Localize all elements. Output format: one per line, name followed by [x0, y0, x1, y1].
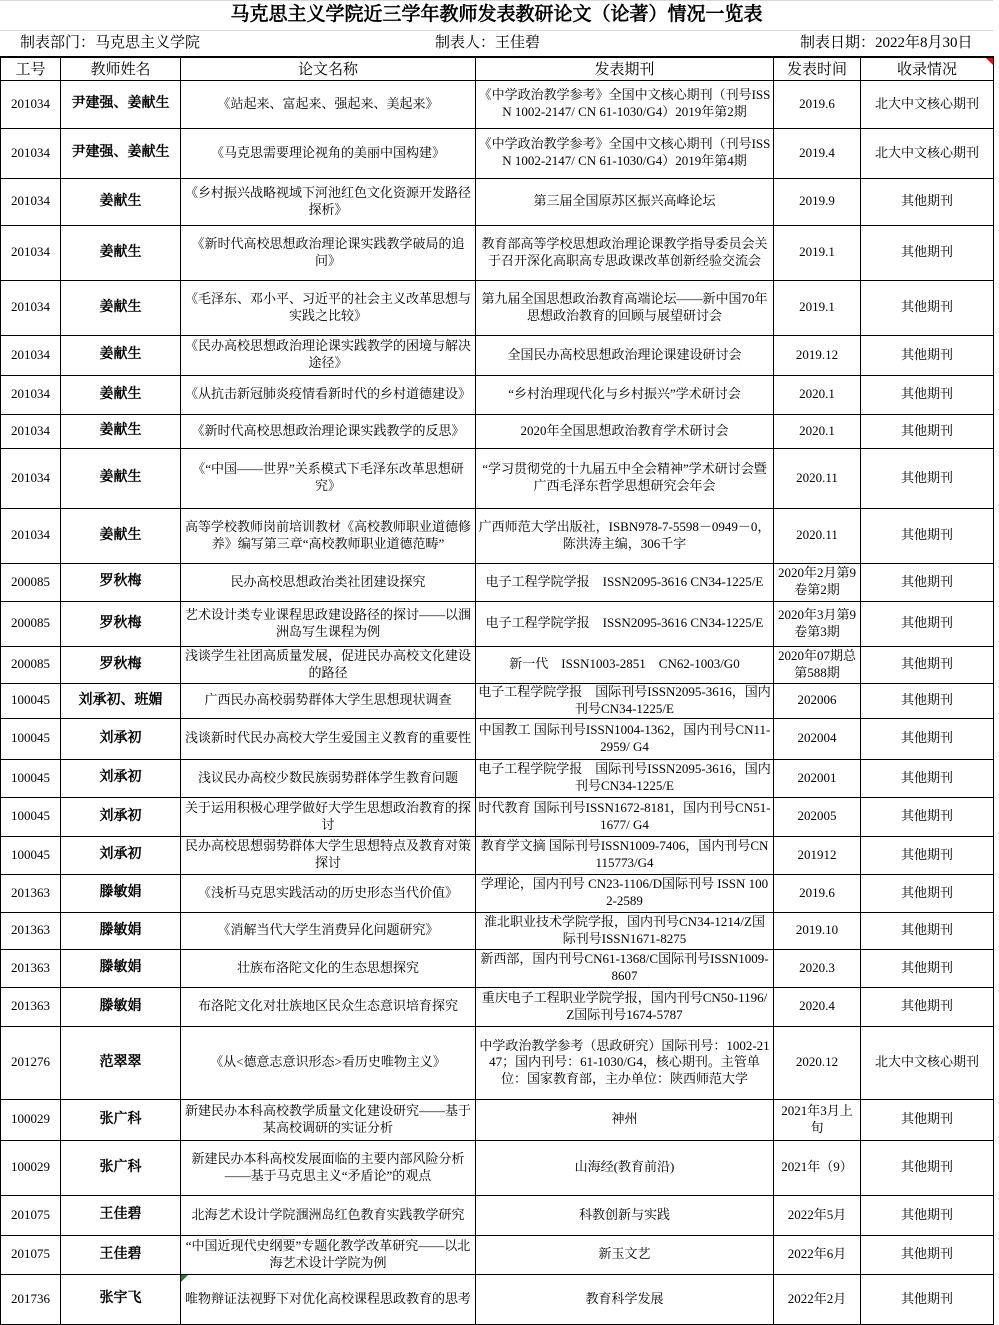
cell-journal: 淮北职业技术学院学报，国内刊号CN34-1214/Z国际刊号ISSN1671-8275 — [476, 912, 774, 949]
cell-journal: 新西部，国内刊号CN61-1368/C国际刊号ISSN1009-8607 — [476, 949, 774, 987]
page-title: 马克思主义学院近三学年教师发表教研论文（论著）情况一览表 — [0, 0, 993, 31]
cell-paper-title: 《民办高校思想政治理论课实践教学的困境与解决途径》 — [181, 335, 476, 375]
cell-index-status: 其他期刊 — [861, 912, 994, 949]
table-row — [1, 874, 994, 912]
header-index-status: 收录情况 — [861, 57, 994, 80]
cell-teacher-name: 罗秋梅 — [61, 563, 181, 601]
cell-paper-title: 浅谈新时代民办高校大学生爱国主义教育的重要性 — [181, 718, 476, 759]
cell-publish-date: 2019.12 — [774, 335, 861, 375]
cell-index-status: 北大中文核心期刊 — [861, 80, 994, 128]
cell-index-status: 其他期刊 — [861, 414, 994, 448]
table-row — [1, 759, 994, 797]
cell-employee-id: 201363 — [1, 987, 61, 1026]
cell-publish-date: 2020.4 — [774, 987, 861, 1026]
cell-paper-title: 高等学校教师岗前培训教材《高校教师职业道德修养》编写第三章“高校教师职业道德范畴” — [181, 508, 476, 563]
cell-publish-date: 2020.1 — [774, 375, 861, 414]
cell-journal: 全国民办高校思想政治理论课建设研讨会 — [476, 335, 774, 375]
cell-index-status: 其他期刊 — [861, 225, 994, 280]
cell-teacher-name: 范翠翠 — [61, 1026, 181, 1099]
table-row — [1, 797, 994, 836]
cell-employee-id: 201034 — [1, 448, 61, 508]
table-row — [1, 414, 994, 448]
cell-teacher-name: 滕敏娟 — [61, 949, 181, 987]
cell-teacher-name: 滕敏娟 — [61, 874, 181, 912]
cell-index-status: 其他期刊 — [861, 178, 994, 225]
cell-index-status: 其他期刊 — [861, 683, 994, 718]
cell-index-status: 其他期刊 — [861, 1195, 994, 1235]
cell-journal: 电子工程学院学报 国际刊号ISSN2095-3616，国内刊号CN34-1225/E — [476, 683, 774, 718]
cell-teacher-name: 张广科 — [61, 1099, 181, 1140]
table-row — [1, 1099, 994, 1140]
table-row — [1, 178, 994, 225]
cell-employee-id: 201034 — [1, 178, 61, 225]
cell-index-status: 其他期刊 — [861, 280, 994, 335]
cell-journal: “学习贯彻党的十九届五中全会精神”学术研讨会暨广西毛泽东哲学思想研究会年会 — [476, 448, 774, 508]
cell-index-status: 其他期刊 — [861, 949, 994, 987]
cell-publish-date: 2020.12 — [774, 1026, 861, 1099]
cell-index-status: 北大中文核心期刊 — [861, 128, 994, 178]
cell-index-status: 其他期刊 — [861, 335, 994, 375]
cell-teacher-name: 姜献生 — [61, 414, 181, 448]
cell-index-status: 其他期刊 — [861, 1099, 994, 1140]
cell-employee-id: 200085 — [1, 601, 61, 646]
cell-journal: 第三届全国原苏区振兴高峰论坛 — [476, 178, 774, 225]
table-row — [1, 563, 994, 601]
cell-index-status: 其他期刊 — [861, 797, 994, 836]
cell-paper-title: “中国近现代史纲要”专题化教学改革研究——以北海艺术设计学院为例 — [181, 1235, 476, 1274]
papers-table — [0, 56, 994, 1325]
cell-publish-date: 2019.4 — [774, 128, 861, 178]
cell-employee-id: 100029 — [1, 1140, 61, 1195]
cell-teacher-name: 尹建强、姜献生 — [61, 80, 181, 128]
cell-employee-id: 201034 — [1, 280, 61, 335]
cell-paper-title: 民办高校思想政治类社团建设探究 — [181, 563, 476, 601]
table-row — [1, 375, 994, 414]
cell-teacher-name: 滕敏娟 — [61, 912, 181, 949]
cell-employee-id: 100045 — [1, 683, 61, 718]
table-row — [1, 335, 994, 375]
cell-employee-id: 201034 — [1, 414, 61, 448]
cell-employee-id: 201363 — [1, 912, 61, 949]
cell-journal: 新玉文艺 — [476, 1235, 774, 1274]
cell-teacher-name: 姜献生 — [61, 508, 181, 563]
table-row — [1, 80, 994, 128]
table-row — [1, 1140, 994, 1195]
cell-publish-date: 202004 — [774, 718, 861, 759]
table-row — [1, 1235, 994, 1274]
cell-paper-title: 《站起来、富起来、强起来、美起来》 — [181, 80, 476, 128]
cell-employee-id: 100029 — [1, 1099, 61, 1140]
cell-journal: 中国教工 国际刊号ISSN1004-1362，国内刊号CN11-2959/ G4 — [476, 718, 774, 759]
meta-row — [0, 31, 993, 56]
cell-paper-title: 北海艺术设计学院涠洲岛红色教育实践教学研究 — [181, 1195, 476, 1235]
cell-index-status: 其他期刊 — [861, 1140, 994, 1195]
cell-index-status: 其他期刊 — [861, 836, 994, 874]
cell-journal: 教育部高等学校思想政治理论课教学指导委员会关于召开深化高职高专思政课改革创新经验交流会 — [476, 225, 774, 280]
table-row — [1, 448, 994, 508]
cell-teacher-name: 罗秋梅 — [61, 646, 181, 683]
meta-preparer: 制表人：王佳碧 — [435, 35, 541, 51]
cell-employee-id: 100045 — [1, 718, 61, 759]
cell-index-status: 其他期刊 — [861, 375, 994, 414]
cell-index-status: 其他期刊 — [861, 646, 994, 683]
cell-journal: 《中学政治教学参考》全国中文核心期刊（刊号ISSN 1002-2147/ CN 61-1030/G4）2019年第4期 — [476, 128, 774, 178]
cell-paper-title: 《毛泽东、邓小平、习近平的社会主义改革思想与实践之比较》 — [181, 280, 476, 335]
header-teacher-name: 教师姓名 — [61, 57, 181, 80]
cell-journal: 2020年全国思想政治教育学术研讨会 — [476, 414, 774, 448]
cell-paper-title: 《乡村振兴战略视域下河池红色文化资源开发路径探析》 — [181, 178, 476, 225]
cell-employee-id: 201034 — [1, 335, 61, 375]
cell-paper-title: 《从抗击新冠肺炎疫情看新时代的乡村道德建设》 — [181, 375, 476, 414]
cell-teacher-name: 刘承初 — [61, 836, 181, 874]
table-row — [1, 1195, 994, 1235]
cell-employee-id: 201075 — [1, 1235, 61, 1274]
cell-publish-date: 2019.10 — [774, 912, 861, 949]
cell-teacher-name: 王佳碧 — [61, 1195, 181, 1235]
cell-index-status: 其他期刊 — [861, 987, 994, 1026]
meta-department: 制表部门：马克思主义学院 — [20, 35, 201, 51]
cell-publish-date: 2020.1 — [774, 414, 861, 448]
cell-index-status: 其他期刊 — [861, 718, 994, 759]
cell-paper-title: 新建民办本科高校发展面临的主要内部风险分析——基于马克思主义“矛盾论”的观点 — [181, 1140, 476, 1195]
cell-publish-date: 2020年07期总第588期 — [774, 646, 861, 683]
cell-paper-title: 《马克思需要理论视角的美丽中国构建》 — [181, 128, 476, 178]
table-row — [1, 646, 994, 683]
cell-journal: 第九届全国思想政治教育高端论坛——新中国70年思想政治教育的回顾与展望研讨会 — [476, 280, 774, 335]
cell-index-status: 其他期刊 — [861, 1274, 994, 1324]
cell-publish-date: 2020年2月第9卷第2期 — [774, 563, 861, 601]
cell-publish-date: 2020.11 — [774, 508, 861, 563]
cell-employee-id: 200085 — [1, 563, 61, 601]
cell-teacher-name: 王佳碧 — [61, 1235, 181, 1274]
cell-paper-title: 《“中国——世界”关系模式下毛泽东改革思想研究》 — [181, 448, 476, 508]
cell-employee-id: 100045 — [1, 797, 61, 836]
cell-paper-title: 唯物辩证法视野下对优化高校课程思政教育的思考 — [181, 1274, 476, 1324]
table-row — [1, 949, 994, 987]
cell-journal: 时代教育 国际刊号ISSN1672-8181，国内刊号CN51-1677/ G4 — [476, 797, 774, 836]
table-row — [1, 225, 994, 280]
cell-teacher-name: 姜献生 — [61, 178, 181, 225]
cell-publish-date: 2019.9 — [774, 178, 861, 225]
cell-paper-title: 新建民办本科高校教学质量文化建设研究——基于某高校调研的实证分析 — [181, 1099, 476, 1140]
cell-employee-id: 201034 — [1, 508, 61, 563]
cell-employee-id: 200085 — [1, 646, 61, 683]
cell-index-status: 其他期刊 — [861, 759, 994, 797]
table-row — [1, 280, 994, 335]
cell-publish-date: 2020.11 — [774, 448, 861, 508]
cell-paper-title: 壮族布洛陀文化的生态思想探究 — [181, 949, 476, 987]
table-row — [1, 508, 994, 563]
cell-publish-date: 2019.6 — [774, 874, 861, 912]
table-row — [1, 683, 994, 718]
cell-paper-title: 广西民办高校弱势群体大学生思想现状调查 — [181, 683, 476, 718]
cell-teacher-name: 刘承初 — [61, 718, 181, 759]
cell-index-status: 其他期刊 — [861, 874, 994, 912]
cell-index-status: 其他期刊 — [861, 508, 994, 563]
cell-journal: 新一代 ISSN1003-2851 CN62-1003/G0 — [476, 646, 774, 683]
cell-teacher-name: 姜献生 — [61, 280, 181, 335]
cell-publish-date: 202005 — [774, 797, 861, 836]
cell-journal: 电子工程学院学报 ISSN2095-3616 CN34-1225/E — [476, 563, 774, 601]
cell-journal: 山海经(教育前沿) — [476, 1140, 774, 1195]
cell-paper-title: 浅议民办高校少数民族弱势群体学生教育问题 — [181, 759, 476, 797]
cell-teacher-name: 姜献生 — [61, 225, 181, 280]
header-journal: 发表期刊 — [476, 57, 774, 80]
cell-teacher-name: 刘承初、班媚 — [61, 683, 181, 718]
cell-journal: 神州 — [476, 1099, 774, 1140]
cell-index-status: 北大中文核心期刊 — [861, 1026, 994, 1099]
cell-publish-date: 2021年（9） — [774, 1140, 861, 1195]
cell-publish-date: 201912 — [774, 836, 861, 874]
cell-teacher-name: 姜献生 — [61, 448, 181, 508]
cell-journal: 教育学文摘 国际刊号ISSN1009-7406，国内刊号CN115773/G4 — [476, 836, 774, 874]
header-publish-date: 发表时间 — [774, 57, 861, 80]
meta-date: 制表日期：2022年8月30日 — [800, 35, 973, 51]
cell-journal: 电子工程学院学报 ISSN2095-3616 CN34-1225/E — [476, 601, 774, 646]
table-row — [1, 912, 994, 949]
cell-index-status: 其他期刊 — [861, 448, 994, 508]
cell-teacher-name: 张宇飞 — [61, 1274, 181, 1324]
cell-paper-title: 《浅析马克思实践活动的历史形态当代价值》 — [181, 874, 476, 912]
cell-teacher-name: 刘承初 — [61, 797, 181, 836]
cell-teacher-name: 罗秋梅 — [61, 601, 181, 646]
cell-journal: 电子工程学院学报 国际刊号ISSN2095-3616，国内刊号CN34-1225/E — [476, 759, 774, 797]
cell-paper-title: 关于运用积极心理学做好大学生思想政治教育的探讨 — [181, 797, 476, 836]
cell-index-status: 其他期刊 — [861, 601, 994, 646]
cell-publish-date: 2021年3月上旬 — [774, 1099, 861, 1140]
cell-employee-id: 100045 — [1, 836, 61, 874]
cell-publish-date: 2022年2月 — [774, 1274, 861, 1324]
cell-teacher-name: 尹建强、姜献生 — [61, 128, 181, 178]
cell-index-status: 其他期刊 — [861, 563, 994, 601]
cell-paper-title: 艺术设计类专业课程思政建设路径的探讨——以涠洲岛写生课程为例 — [181, 601, 476, 646]
cell-paper-title: 《新时代高校思想政治理论课实践教学的反思》 — [181, 414, 476, 448]
cell-paper-title: 浅谈学生社团高质量发展，促进民办高校文化建设的路径 — [181, 646, 476, 683]
cell-journal: 中学政治教学参考（思政研究）国际刊号：1002-2147；国内刊号：61-1030/G4，核心期刊。主管单位：国家教育部，主办单位：陕西师范大学 — [476, 1026, 774, 1099]
cell-journal: 科教创新与实践 — [476, 1195, 774, 1235]
table-row — [1, 601, 994, 646]
cell-publish-date: 2020.3 — [774, 949, 861, 987]
cell-employee-id: 201034 — [1, 128, 61, 178]
cell-teacher-name: 滕敏娟 — [61, 987, 181, 1026]
cell-employee-id: 201363 — [1, 949, 61, 987]
cell-publish-date: 2022年6月 — [774, 1235, 861, 1274]
table-header-row — [1, 57, 994, 80]
cell-journal: 广西师范大学出版社，ISBN978-7-5598－0949－0，陈洪涛主编，306千字 — [476, 508, 774, 563]
cell-journal: 《中学政治教学参考》全国中文核心期刊（刊号ISSN 1002-2147/ CN 61-1030/G4）2019年第2期 — [476, 80, 774, 128]
table-row — [1, 1026, 994, 1099]
cell-paper-title: 布洛陀文化对壮族地区民众生态意识培育探究 — [181, 987, 476, 1026]
cell-paper-title: 民办高校思想弱势群体大学生思想特点及教育对策探讨 — [181, 836, 476, 874]
cell-teacher-name: 姜献生 — [61, 335, 181, 375]
cell-journal: “乡村治理现代化与乡村振兴”学术研讨会 — [476, 375, 774, 414]
table-row — [1, 1274, 994, 1324]
cell-publish-date: 202006 — [774, 683, 861, 718]
header-employee-id: 工号 — [1, 57, 61, 80]
cell-teacher-name: 张广科 — [61, 1140, 181, 1195]
cell-publish-date: 2019.6 — [774, 80, 861, 128]
cell-paper-title: 《从<德意志意识形态>看历史唯物主义》 — [181, 1026, 476, 1099]
cell-paper-title: 《新时代高校思想政治理论课实践教学破局的追问》 — [181, 225, 476, 280]
table-row — [1, 128, 994, 178]
table-row — [1, 987, 994, 1026]
cell-employee-id: 201034 — [1, 225, 61, 280]
cell-employee-id: 201034 — [1, 375, 61, 414]
comment-indicator-icon — [986, 58, 993, 65]
cell-publish-date: 202001 — [774, 759, 861, 797]
cell-employee-id: 201276 — [1, 1026, 61, 1099]
cell-publish-date: 2020年3月第9卷第3期 — [774, 601, 861, 646]
cell-employee-id: 100045 — [1, 759, 61, 797]
header-paper-title: 论文名称 — [181, 57, 476, 80]
cell-teacher-name: 刘承初 — [61, 759, 181, 797]
table-row — [1, 836, 994, 874]
table-row — [1, 718, 994, 759]
cell-index-status: 其他期刊 — [861, 1235, 994, 1274]
cell-journal: 学理论，国内刊号 CN23-1106/D国际刊号 ISSN 1002-2589 — [476, 874, 774, 912]
cell-employee-id: 201363 — [1, 874, 61, 912]
cell-journal: 重庆电子工程职业学院学报，国内刊号CN50-1196/Z国际刊号1674-5787 — [476, 987, 774, 1026]
note-indicator-icon — [181, 1275, 188, 1282]
cell-publish-date: 2019.1 — [774, 280, 861, 335]
cell-employee-id: 201075 — [1, 1195, 61, 1235]
cell-teacher-name: 姜献生 — [61, 375, 181, 414]
cell-publish-date: 2022年5月 — [774, 1195, 861, 1235]
cell-employee-id: 201736 — [1, 1274, 61, 1324]
cell-paper-title: 《消解当代大学生消费异化问题研究》 — [181, 912, 476, 949]
cell-journal: 教育科学发展 — [476, 1274, 774, 1324]
cell-employee-id: 201034 — [1, 80, 61, 128]
cell-publish-date: 2019.1 — [774, 225, 861, 280]
